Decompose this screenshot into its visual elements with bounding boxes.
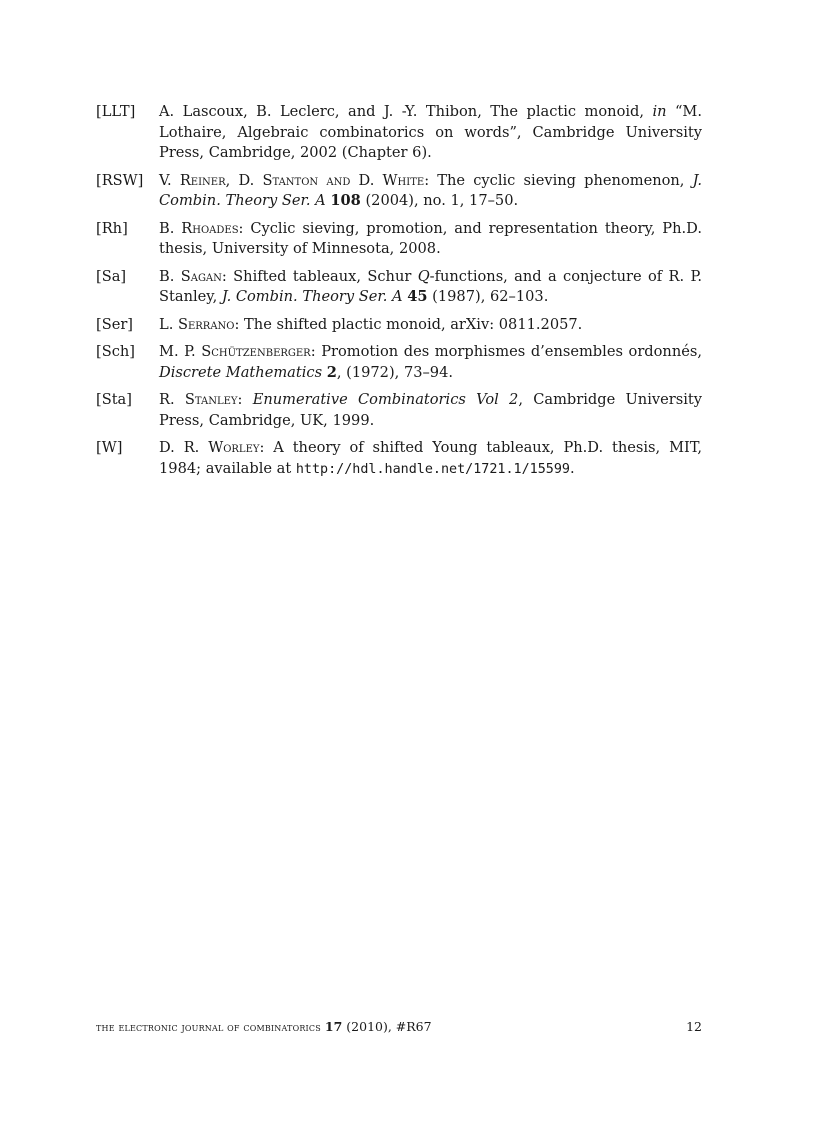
reference-authors: V. Reiner, D. Stanton and D. White (159, 171, 425, 189)
reference-body (159, 267, 702, 308)
reference-authors: D. R. Worley (159, 439, 260, 456)
reference-key: [Sa] (96, 267, 127, 285)
footer-journal-name: the electronic journal of combinatorics (96, 1021, 321, 1034)
reference-sa (96, 267, 702, 308)
reference-body (159, 342, 702, 383)
math-q: Q (417, 267, 430, 285)
reference-authors: B. Rhoades (159, 219, 239, 237)
reference-rest: , Cambridge University Press, Cambridge, UK, 1999. (159, 391, 702, 429)
reference-authors: B. Sagan (159, 267, 222, 285)
reference-body (159, 438, 702, 480)
footer-year-article: (2010), #R67 (342, 1019, 432, 1034)
reference-authors: L. Serrano (159, 315, 235, 333)
reference-rsw (96, 171, 702, 212)
reference-body (159, 315, 702, 336)
reference-title: : The shifted plactic monoid, arXiv: 0811.2057. (234, 315, 583, 333)
reference-key: [Sch] (96, 343, 135, 360)
reference-key: [Sta] (96, 391, 132, 408)
reference-url[interactable]: http://hdl.handle.net/1721.1/15599 (295, 461, 570, 477)
reference-title-a: : Shifted tableaux, Schur (221, 267, 418, 285)
in-word: in (652, 103, 667, 120)
reference-title: : A theory of shifted Young tableaux, Ph.D. thesis, MIT, 1984; available at (159, 439, 703, 477)
reference-llt (96, 102, 702, 164)
reference-rest: (2004), no. 1, 17–50. (360, 192, 519, 209)
reference-body (159, 219, 702, 260)
reference-title: : Cyclic sieving, promotion, and representation theory, Ph.D. thesis, University of Minnesota, 2008. (159, 219, 702, 257)
page-number: 12 (686, 1019, 702, 1034)
reference-volume: 108 (330, 192, 361, 209)
reference-ser (96, 315, 702, 336)
reference-rh (96, 219, 702, 260)
page-footer (96, 1019, 702, 1034)
reference-journal: Discrete Mathematics (159, 363, 323, 381)
reference-journal: J. Combin. Theory Ser. A (221, 288, 403, 305)
reference-key: [RSW] (96, 171, 144, 189)
reference-key: [LLT] (96, 103, 136, 120)
reference-title: The plactic monoid, (490, 103, 653, 120)
reference-key: [W] (96, 439, 123, 456)
reference-rest: (1987), 62–103. (427, 288, 549, 305)
reference-rest: . (569, 459, 575, 477)
reference-body: R. Stanley: Enumerative Combinatorics Vol 2, Cambridge University Press, Cambridge, UK, 1999. (159, 391, 702, 429)
footer-citation (96, 1019, 432, 1034)
reference-w (96, 438, 702, 480)
reference-authors: R. Stanley (159, 391, 238, 408)
reference-authors: M. P. Schützenberger (159, 343, 311, 360)
references-list (96, 102, 702, 487)
reference-book: Enumerative Combinatorics Vol 2 (252, 391, 519, 408)
reference-volume: 45 (407, 288, 428, 305)
reference-title: : The cyclic sieving phenomenon, (424, 171, 693, 189)
reference-journal: J. Combin. Theory Ser. A (159, 171, 702, 209)
reference-authors: A. Lascoux, B. Leclerc, and J. -Y. Thibon (159, 103, 478, 120)
reference-key: [Ser] (96, 315, 133, 333)
reference-title-b: -functions, and a conjecture of R. P. Stanley, (159, 267, 702, 305)
reference-rest: “M. Lothaire, Algebraic combinatorics on words”, Cambridge University Press, Cambridge, 2002 (Chapter 6). (159, 103, 703, 161)
reference-title: : Promotion des morphismes d’ensembles ordonnés, (310, 343, 702, 360)
reference-key: [Rh] (96, 219, 128, 237)
reference-sch (96, 342, 702, 383)
footer-volume: 17 (324, 1019, 343, 1034)
reference-sta (96, 390, 702, 431)
reference-body (159, 171, 702, 212)
reference-rest: , (1972), 73–94. (336, 363, 454, 381)
reference-volume: 2 (326, 363, 337, 381)
reference-body: A. Lascoux, B. Leclerc, and J. -Y. Thibon, The plactic monoid, in “M. Lothaire, Algebraic combinatorics on words”, Cambridge University Press, Cambridge, 2002 (Chapter 6). (159, 103, 703, 161)
